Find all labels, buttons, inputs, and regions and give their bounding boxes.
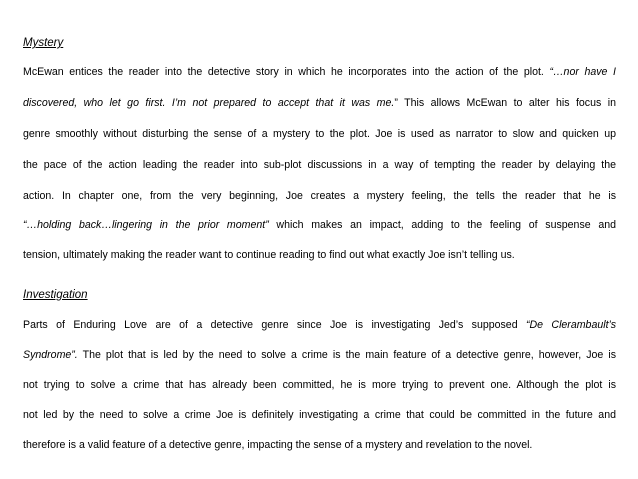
paragraph-line: not led by the need to solve a crime Joe is definitely investigating a crime that could be committed in the future and	[23, 409, 616, 421]
section-heading-investigation: Investigation	[23, 289, 88, 301]
paragraph-line: “…holding back…lingering in the prior moment” which makes an impact, adding to the feeling of suspense and	[23, 219, 616, 231]
paragraph-line: Parts of Enduring Love are of a detective genre since Joe is investigating Jed’s supposed “De Clerambault’s	[23, 319, 616, 331]
paragraph-line: discovered, who let go first. I’m not prepared to accept that it was me.” This allows McEwan to alter his focus in	[23, 97, 616, 109]
paragraph-line: action. In chapter one, from the very beginning, Joe creates a mystery feeling, the tells the reader that he is	[23, 190, 616, 202]
paragraph-line: genre smoothly without disturbing the sense of a mystery to the plot. Joe is used as narrator to slow and quicken up	[23, 128, 616, 140]
paragraph-line: therefore is a valid feature of a detective genre, impacting the sense of a mystery and revelation to the novel.	[23, 439, 533, 451]
section-heading-mystery: Mystery	[23, 37, 64, 49]
paragraph-line: tension, ultimately making the reader want to continue reading to find out what exactly Joe isn’t telling us.	[23, 249, 515, 261]
paragraph-line: Syndrome”. The plot that is led by the need to solve a crime is the main feature of a detective genre, however, Joe is	[23, 349, 616, 361]
paragraph-line: not trying to solve a crime that has already been committed, he is more trying to prevent one. Although the plot is	[23, 379, 616, 391]
paragraph-line: McEwan entices the reader into the detective story in which he incorporates into the action of the plot. “…nor have I	[23, 66, 616, 78]
paragraph-line: the pace of the action leading the reader into sub-plot discussions in a way of tempting the reader by delaying the	[23, 159, 616, 171]
